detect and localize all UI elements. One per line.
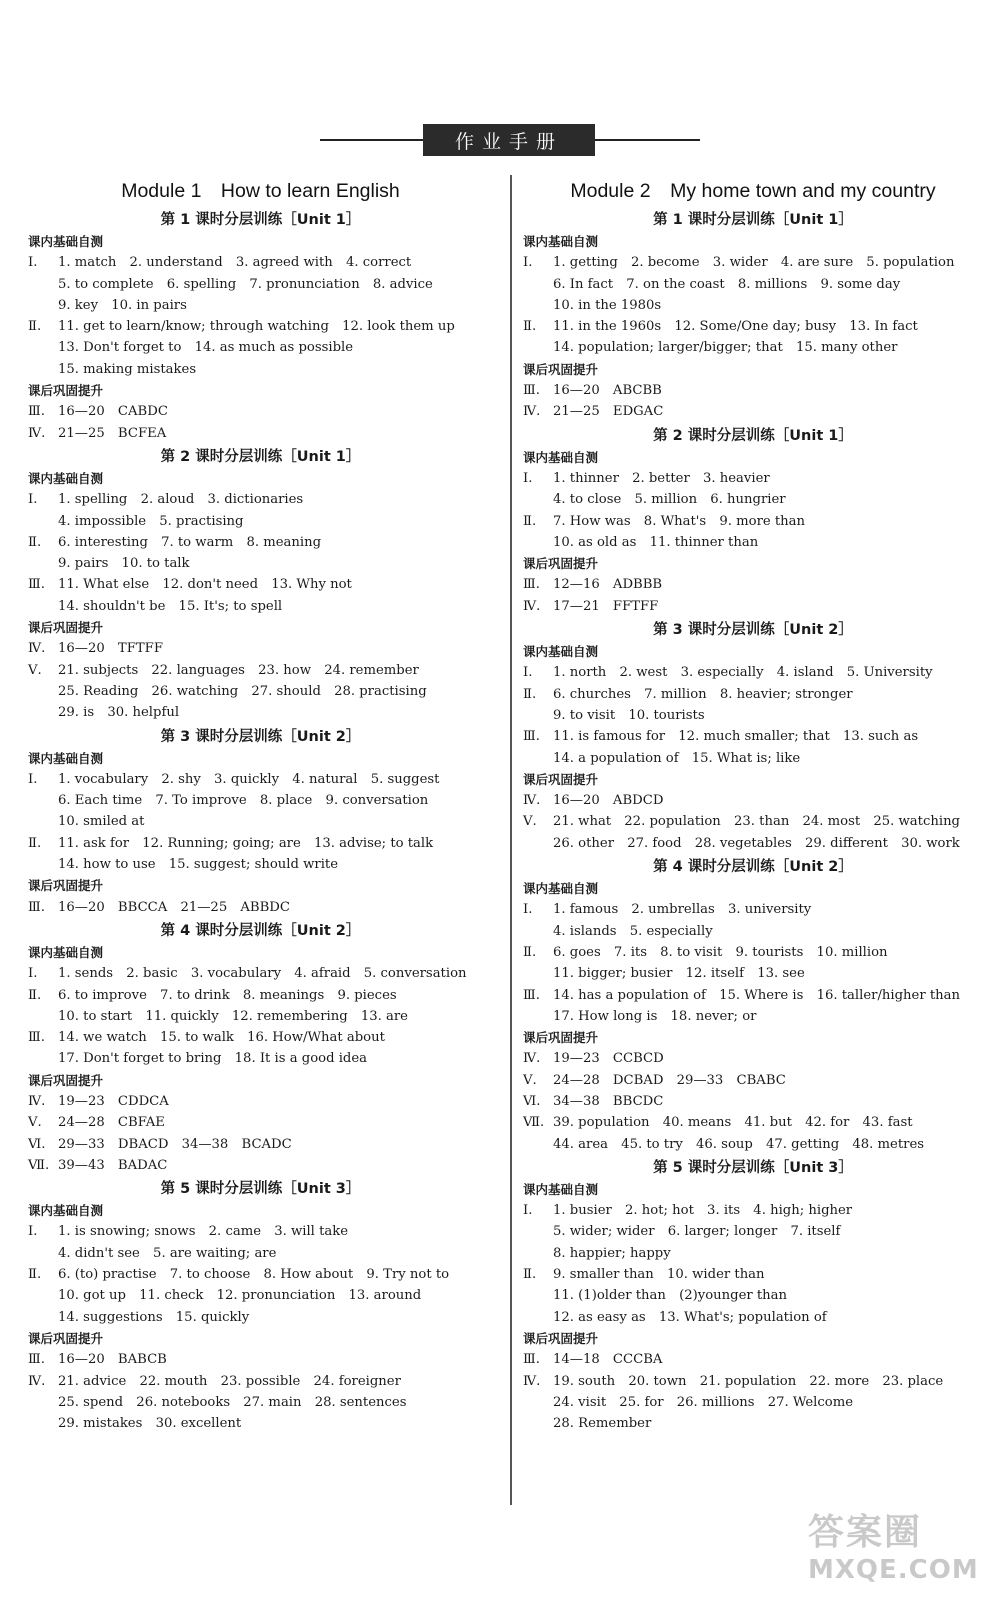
answer-text: 8. happier; happy (553, 1245, 671, 1261)
answer-text: 6. goes 7. its 8. to visit 9. tourists 10. million (553, 944, 888, 960)
exercise-number: Ⅰ. (523, 665, 533, 681)
exercise-number: Ⅱ. (523, 1267, 537, 1283)
exercise-number: Ⅲ. (523, 577, 540, 593)
answer-text: 1. busier 2. hot; hot 3. its 4. high; higher (553, 1203, 853, 1219)
exercise-number: Ⅳ. (523, 1373, 541, 1389)
answer-line (523, 921, 983, 942)
answer-line (28, 1221, 493, 1242)
answer-line (28, 702, 493, 723)
answer-text: 14—18 CCCBA (553, 1352, 663, 1368)
answer-text: 6. churches 7. million 8. heavier; stronger (553, 686, 853, 702)
answer-text: 14. a population of 15. What is; like (553, 750, 801, 766)
answer-line (28, 489, 493, 510)
answer-text: 14. how to use 15. suggest; should write (58, 857, 339, 873)
answer-line (28, 1112, 493, 1133)
exercise-number: Ⅲ. (523, 1352, 540, 1368)
answer-text: 14. population; larger/bigger; that 15. many other (553, 340, 898, 356)
answer-text: 11. bigger; busier 12. itself 13. see (553, 966, 805, 982)
left-column (28, 175, 493, 1434)
answer-line (28, 985, 493, 1006)
answer-line (523, 1285, 983, 1306)
answer-text: 29. mistakes 30. excellent (58, 1416, 242, 1432)
answer-text: 21. advice 22. mouth 23. possible 24. foreigner (58, 1373, 401, 1389)
exercise-number: Ⅱ. (523, 686, 537, 702)
answer-text: 16—20 ABCBB (553, 383, 662, 399)
answer-line (28, 1155, 493, 1176)
answer-text: 16—20 BBCCA 21—25 ABBDC (58, 899, 290, 915)
answer-line (523, 1048, 983, 1069)
answer-line (28, 1027, 493, 1048)
answer-line (523, 511, 983, 532)
answer-line (28, 833, 493, 854)
watermark-logo (808, 1504, 978, 1586)
section-label: 课后巩固提升 (28, 1072, 104, 1088)
answer-line (523, 748, 983, 769)
answer-text: 9. smaller than 10. wider than (553, 1267, 765, 1283)
answer-text: 11. get to learn/know; through watching 12. look them up (58, 319, 455, 335)
exercise-number: Ⅱ. (28, 987, 42, 1003)
lesson-title: 第 1 课时分层训练［Unit 1］ (653, 212, 853, 228)
answer-text: 1. is snowing; snows 2. came 3. will take (58, 1224, 349, 1240)
section-label: 课内基础自测 (523, 449, 599, 465)
answer-line (523, 985, 983, 1006)
lesson-title: 第 2 课时分层训练［Unit 1］ (160, 448, 361, 465)
answer-line (523, 468, 983, 489)
answer-line (523, 1200, 983, 1221)
answer-text: 6. interesting 7. to warm 8. meaning (58, 534, 322, 550)
answer-line (523, 316, 983, 337)
answer-text: 10. as old as 11. thinner than (553, 534, 759, 550)
lesson-title: 第 4 课时分层训练［Unit 2］ (160, 922, 361, 939)
answer-text: 9. to visit 10. tourists (553, 707, 705, 723)
answer-line (28, 252, 493, 273)
section-label: 课后巩固提升 (523, 556, 599, 572)
answer-line (28, 1392, 493, 1413)
exercise-number: Ⅰ. (523, 255, 533, 271)
answer-line (28, 963, 493, 984)
exercise-number: Ⅵ. (28, 1136, 46, 1152)
answer-line (28, 401, 493, 422)
answer-text: 16—20 ABDCD (553, 793, 664, 809)
answer-line (28, 511, 493, 532)
answer-line (523, 1070, 983, 1091)
section-label: 课内基础自测 (28, 470, 104, 486)
answer-line (523, 337, 983, 358)
answer-line (28, 1134, 493, 1155)
exercise-number: Ⅴ. (523, 1072, 537, 1088)
exercise-number: Ⅴ. (523, 814, 537, 830)
answer-text: 10. to start 11. quickly 12. remembering 13. are (58, 1008, 408, 1024)
answer-text: 1. thinner 2. better 3. heavier (553, 470, 770, 486)
answer-text: 11. What else 12. don't need 13. Why not (58, 577, 352, 593)
answer-line (523, 1006, 983, 1027)
answer-line (28, 596, 493, 617)
answer-text: 6. Each time 7. To improve 8. place 9. conversation (58, 793, 429, 809)
answer-text: 25. spend 26. notebooks 27. main 28. sentences (58, 1394, 407, 1410)
answer-text: 21—25 BCFEA (58, 425, 167, 441)
exercise-number: Ⅶ. (523, 1115, 545, 1131)
exercise-number: Ⅱ. (28, 1267, 42, 1283)
answer-text: 21—25 EDGAC (553, 404, 664, 420)
section-label: 课内基础自测 (28, 750, 104, 766)
exercise-number: Ⅰ. (523, 470, 533, 486)
section-label: 课后巩固提升 (523, 771, 599, 787)
answer-text: 17. How long is 18. never; or (553, 1008, 757, 1024)
exercise-number: Ⅲ. (28, 404, 45, 420)
answer-line (523, 532, 983, 553)
exercise-number: Ⅰ. (28, 771, 38, 787)
answer-text: 16—20 TFTFF (58, 641, 163, 657)
answer-text: 10. got up 11. check 12. pronunciation 13. around (58, 1288, 422, 1304)
exercise-number: Ⅱ. (523, 319, 537, 335)
answer-line (28, 1264, 493, 1285)
answer-line (28, 274, 493, 295)
answer-line (28, 1091, 493, 1112)
exercise-number: Ⅱ. (523, 944, 537, 960)
answer-line (523, 295, 983, 316)
exercise-number: Ⅰ. (523, 902, 533, 918)
answer-line (523, 1392, 983, 1413)
answer-line (28, 574, 493, 595)
exercise-number: Ⅰ. (28, 492, 38, 508)
answer-text: 1. sends 2. basic 3. vocabulary 4. afraid 5. conversation (58, 966, 467, 982)
left-answer-list (28, 209, 493, 1434)
answer-line (523, 1307, 983, 1328)
exercise-number: Ⅳ. (28, 641, 46, 657)
exercise-number: Ⅳ. (28, 1373, 46, 1389)
lesson-title: 第 1 课时分层训练［Unit 1］ (160, 212, 361, 228)
answer-text: 34—38 BBCDC (553, 1093, 664, 1109)
answer-line (28, 811, 493, 832)
answer-line (523, 963, 983, 984)
page-header (320, 124, 700, 156)
answer-line (28, 1371, 493, 1392)
answer-line (28, 681, 493, 702)
answer-text: 6. In fact 7. on the coast 8. millions 9. some day (553, 276, 901, 292)
answer-line (523, 252, 983, 273)
answer-text: 11. (1)older than (2)younger than (553, 1288, 788, 1304)
answer-line (28, 553, 493, 574)
answer-text: 14. shouldn't be 15. It's; to spell (58, 598, 283, 614)
answer-line (523, 1264, 983, 1285)
answer-text: 16—20 BABCB (58, 1352, 167, 1368)
answer-text: 1. vocabulary 2. shy 3. quickly 4. natural 5. suggest (58, 771, 440, 787)
section-label: 课内基础自测 (523, 644, 599, 660)
answer-text: 21. subjects 22. languages 23. how 24. remember (58, 662, 419, 678)
answer-line (28, 638, 493, 659)
answer-line (523, 790, 983, 811)
answer-text: 4. impossible 5. practising (58, 513, 244, 529)
answer-line (523, 726, 983, 747)
section-label: 课内基础自测 (523, 881, 599, 897)
answer-text: 1. getting 2. become 3. wider 4. are sure 5. population (553, 255, 955, 271)
answer-line (523, 833, 983, 854)
answer-text: 6. to improve 7. to drink 8. meanings 9. pieces (58, 987, 397, 1003)
section-label: 课后巩固提升 (523, 361, 599, 377)
answer-line (28, 1048, 493, 1069)
exercise-number: Ⅴ. (28, 662, 42, 678)
answer-text: 39. population 40. means 41. but 42. for 43. fast (553, 1115, 913, 1131)
exercise-number: Ⅲ. (28, 1352, 45, 1368)
answer-line (523, 401, 983, 422)
answer-text: 24—28 CBFAE (58, 1115, 165, 1131)
section-label: 课后巩固提升 (523, 1030, 599, 1046)
lesson-title: 第 4 课时分层训练［Unit 2］ (653, 859, 853, 876)
header-title: 作业手册 (423, 124, 595, 156)
answer-line (523, 1349, 983, 1370)
answer-text: 21. what 22. population 23. than 24. most 25. watching (553, 814, 961, 830)
exercise-number: Ⅶ. (28, 1157, 50, 1173)
answer-line (523, 574, 983, 595)
answer-text: 1. north 2. west 3. especially 4. island 5. University (553, 665, 933, 681)
exercise-number: Ⅵ. (523, 1093, 541, 1109)
answer-text: 29—33 DBACD 34—38 BCADC (58, 1136, 292, 1152)
section-label: 课后巩固提升 (28, 620, 104, 636)
answer-text: 5. wider; wider 6. larger; longer 7. itself (553, 1224, 841, 1240)
answer-text: 24—28 DCBAD 29—33 CBABC (553, 1072, 786, 1088)
answer-line (523, 705, 983, 726)
answer-text: 4. didn't see 5. are waiting; are (58, 1245, 277, 1261)
answer-line (523, 596, 983, 617)
section-label: 课内基础自测 (523, 1181, 599, 1197)
section-label: 课内基础自测 (523, 234, 599, 249)
answer-text: 12. as easy as 13. What's; population of (553, 1309, 827, 1325)
answer-line (523, 489, 983, 510)
exercise-number: Ⅲ. (28, 899, 45, 915)
answer-line (523, 662, 983, 683)
answer-line (28, 359, 493, 380)
answer-text: 14. suggestions 15. quickly (58, 1309, 250, 1325)
exercise-number: Ⅰ. (523, 1203, 533, 1219)
answer-text: 24. visit 25. for 26. millions 27. Welcome (553, 1394, 854, 1410)
answer-text: 5. to complete 6. spelling 7. pronunciation 8. advice (58, 276, 433, 292)
answer-text: 1. match 2. understand 3. agreed with 4. correct (58, 255, 412, 271)
exercise-number: Ⅳ. (28, 425, 46, 441)
answer-line (28, 1307, 493, 1328)
answer-line (28, 337, 493, 358)
answer-text: 14. has a population of 15. Where is 16. taller/higher than (553, 987, 960, 1003)
answer-text: 14. we watch 15. to walk 16. How/What about (58, 1030, 385, 1046)
exercise-number: Ⅰ. (28, 255, 38, 271)
answer-line (28, 423, 493, 444)
answer-text: 17. Don't forget to bring 18. It is a good idea (58, 1051, 368, 1067)
section-label: 课内基础自测 (28, 1203, 104, 1219)
answer-text: 39—43 BADAC (58, 1157, 168, 1173)
answer-line (523, 1243, 983, 1264)
exercise-number: Ⅰ. (28, 966, 38, 982)
answer-line (28, 854, 493, 875)
exercise-number: Ⅲ. (28, 1030, 45, 1046)
exercise-number: Ⅱ. (28, 534, 42, 550)
section-label: 课后巩固提升 (28, 878, 104, 894)
answer-text: 19—23 CCBCD (553, 1051, 664, 1067)
exercise-number: Ⅲ. (523, 987, 540, 1003)
module-title: Module 2 My home town and my country (570, 180, 936, 202)
section-label: 课内基础自测 (28, 944, 104, 960)
exercise-number: Ⅳ. (523, 1051, 541, 1067)
right-column (523, 175, 983, 1434)
answer-text: 4. to close 5. million 6. hungrier (553, 492, 786, 508)
answer-text: 19—23 CDDCA (58, 1093, 169, 1109)
exercise-number: Ⅳ. (523, 404, 541, 420)
exercise-number: Ⅱ. (523, 513, 537, 529)
answer-line (28, 1243, 493, 1264)
watermark-url: MXQE.COM (808, 1555, 979, 1585)
column-divider (510, 175, 512, 1505)
answer-line (28, 532, 493, 553)
answer-line (28, 790, 493, 811)
lesson-title: 第 2 课时分层训练［Unit 1］ (653, 427, 853, 444)
answer-text: 11. in the 1960s 12. Some/One day; busy 13. In fact (553, 319, 918, 335)
answer-line (523, 1221, 983, 1242)
exercise-number: Ⅲ. (523, 383, 540, 399)
answer-text: 28. Remember (553, 1416, 652, 1432)
exercise-number: Ⅳ. (523, 598, 541, 614)
answer-line (523, 380, 983, 401)
answer-text: 19. south 20. town 21. population 22. more 23. place (553, 1373, 944, 1389)
answer-text: 10. in the 1980s (553, 297, 662, 313)
answer-line (523, 1371, 983, 1392)
answer-line (28, 1349, 493, 1370)
lesson-title: 第 5 课时分层训练［Unit 3］ (160, 1181, 361, 1198)
answer-text: 9. key 10. in pairs (58, 297, 187, 313)
section-label: 课后巩固提升 (28, 1330, 104, 1346)
watermark-text: 答案圈 (808, 1512, 923, 1553)
answer-text: 29. is 30. helpful (58, 705, 180, 721)
lesson-title: 第 3 课时分层训练［Unit 2］ (160, 728, 361, 745)
answer-text: 17—21 FFTFF (553, 598, 659, 614)
answer-text: 9. pairs 10. to talk (58, 556, 190, 572)
answer-line (28, 1413, 493, 1434)
answer-text: 12—16 ADBBB (553, 577, 663, 593)
lesson-title: 第 3 课时分层训练［Unit 2］ (653, 622, 853, 639)
answer-line (523, 274, 983, 295)
exercise-number: Ⅳ. (28, 1093, 46, 1109)
section-label: 课后巩固提升 (523, 1330, 599, 1346)
answer-line (28, 897, 493, 918)
exercise-number: Ⅱ. (28, 319, 42, 335)
answer-line (523, 899, 983, 920)
answer-text: 13. Don't forget to 14. as much as possible (58, 340, 354, 356)
section-label: 课内基础自测 (28, 234, 104, 249)
answer-text: 7. How was 8. What's 9. more than (553, 513, 806, 529)
answer-line (28, 660, 493, 681)
exercise-number: Ⅱ. (28, 835, 42, 851)
exercise-number: Ⅲ. (28, 577, 45, 593)
answer-line (28, 316, 493, 337)
answer-text: 44. area 45. to try 46. soup 47. getting 48. metres (553, 1136, 925, 1152)
answer-line (28, 295, 493, 316)
answer-line (523, 1112, 983, 1133)
answer-text: 4. islands 5. especially (553, 923, 713, 939)
answer-line (523, 942, 983, 963)
exercise-number: Ⅰ. (28, 1224, 38, 1240)
answer-text: 25. Reading 26. watching 27. should 28. practising (58, 683, 427, 699)
answer-text: 16—20 CABDC (58, 404, 168, 420)
exercise-number: Ⅴ. (28, 1115, 42, 1131)
answer-line (523, 1134, 983, 1155)
answer-line (523, 811, 983, 832)
answer-text: 11. ask for 12. Running; going; are 13. advise; to talk (58, 835, 434, 851)
answer-text: 10. smiled at (58, 814, 145, 830)
answer-line (28, 1285, 493, 1306)
answer-text: 6. (to) practise 7. to choose 8. How about 9. Try not to (58, 1267, 450, 1283)
answer-line (523, 1413, 983, 1434)
answer-text: 15. making mistakes (58, 361, 197, 377)
answer-line (28, 769, 493, 790)
answer-text: 11. is famous for 12. much smaller; that 13. such as (553, 729, 919, 745)
section-label: 课后巩固提升 (28, 383, 104, 399)
answer-line (523, 684, 983, 705)
right-answer-list (523, 209, 983, 1434)
answer-text: 1. famous 2. umbrellas 3. university (553, 902, 812, 918)
answer-text: 1. spelling 2. aloud 3. dictionaries (58, 492, 304, 508)
exercise-number: Ⅲ. (523, 729, 540, 745)
module-title: Module 1 How to learn English (121, 180, 400, 202)
lesson-title: 第 5 课时分层训练［Unit 3］ (653, 1159, 853, 1176)
answer-line (523, 1091, 983, 1112)
exercise-number: Ⅳ. (523, 793, 541, 809)
answer-text: 26. other 27. food 28. vegetables 29. different 30. work (553, 835, 960, 851)
answer-line (28, 1006, 493, 1027)
